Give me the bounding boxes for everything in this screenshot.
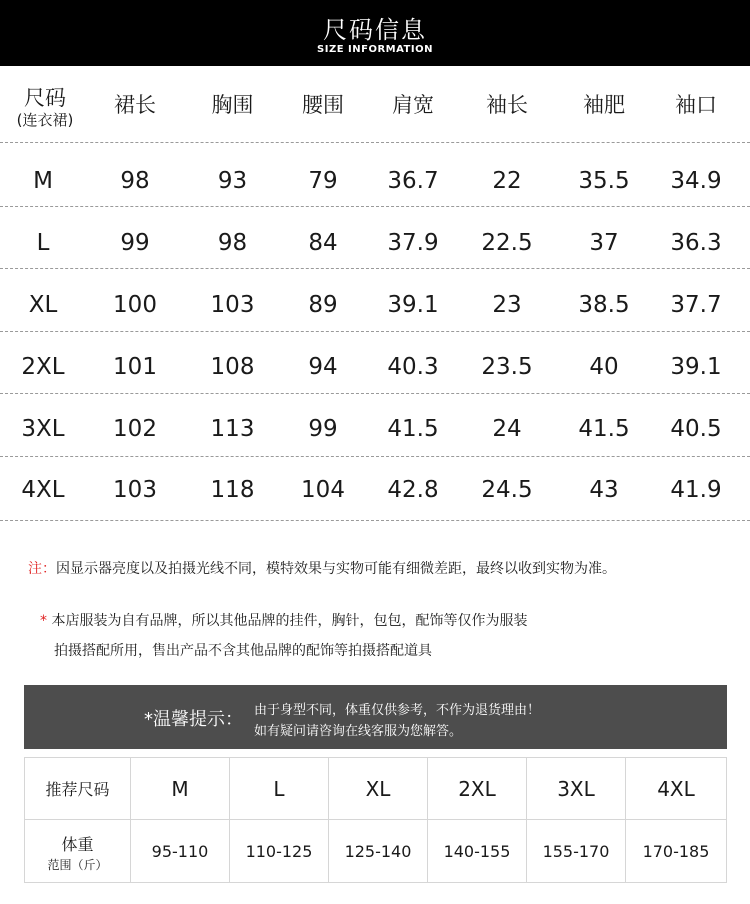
row-divider — [0, 142, 750, 143]
table-cell: 24.5 — [481, 477, 533, 503]
table-row — [0, 274, 750, 336]
recommend-size-cell: M — [130, 757, 230, 820]
table-cell: 103 — [113, 477, 157, 503]
table-cell: 34.9 — [670, 168, 722, 194]
table-cell: 89 — [308, 292, 338, 318]
page-subtitle: SIZE INFORMATION — [317, 44, 433, 55]
table-cell: 79 — [308, 168, 338, 194]
table-cell: 98 — [217, 230, 248, 256]
table-cell: 4XL — [21, 477, 65, 503]
display-note — [28, 558, 616, 578]
row-divider — [0, 456, 750, 457]
table-cell: 118 — [210, 477, 255, 503]
table-cell: 40 — [589, 354, 619, 380]
tip-line1: 由于身型不同，体重仅供参考，不作为退货理由！ — [254, 703, 541, 718]
weight-range-cell: 170-185 — [625, 819, 727, 883]
table-cell: 41.5 — [387, 416, 439, 442]
table-cell: 98 — [120, 168, 150, 194]
table-cell: 108 — [210, 354, 255, 380]
table-row — [0, 336, 750, 398]
table-cell: M — [33, 168, 53, 194]
table-cell: 101 — [113, 354, 157, 380]
recommend-table — [24, 757, 727, 883]
table-cell: 41.9 — [670, 477, 722, 503]
table-row — [0, 398, 750, 460]
column-header-shoulder: 肩宽 — [392, 93, 434, 117]
table-cell: 22.5 — [481, 230, 533, 256]
table-cell: 84 — [308, 230, 338, 256]
column-header-waist: 腰围 — [302, 93, 344, 117]
table-cell: 3XL — [21, 416, 65, 442]
table-cell: 99 — [308, 416, 338, 442]
table-cell: 40.3 — [387, 354, 439, 380]
table-cell: 39.1 — [670, 354, 722, 380]
table-cell: 36.3 — [670, 230, 722, 256]
table-cell: 23 — [492, 292, 522, 318]
table-cell: 38.5 — [578, 292, 630, 318]
table-row — [0, 150, 750, 212]
weight-range-cell: 125-140 — [328, 819, 428, 883]
table-cell: 2XL — [21, 354, 65, 380]
row-divider — [0, 393, 750, 394]
weight-unit-label: 范围（斤） — [47, 858, 108, 872]
weight-label: 体重 — [61, 835, 94, 854]
table-cell: 94 — [308, 354, 338, 380]
column-header-size — [0, 86, 90, 130]
header-banner — [0, 0, 750, 66]
table-cell: 41.5 — [578, 416, 630, 442]
table-row — [0, 212, 750, 274]
row-divider — [0, 268, 750, 269]
column-header-size-label: 尺码 — [24, 86, 66, 110]
table-cell: 23.5 — [481, 354, 533, 380]
tip-label: *温馨提示： — [144, 709, 243, 730]
table-cell: 104 — [301, 477, 345, 503]
row-divider — [0, 520, 750, 521]
note-prefix: 注： — [28, 561, 56, 577]
table-cell: 113 — [210, 416, 255, 442]
brand-note-line1: 本店服装为自有品牌，所以其他品牌的挂件，胸针，包包，配饰等仅作为服装 — [47, 613, 528, 629]
column-header-cuff: 袖口 — [675, 93, 717, 117]
column-header-sleeve-length: 袖长 — [486, 93, 528, 117]
table-cell: 35.5 — [578, 168, 630, 194]
weight-range-cell: 155-170 — [526, 819, 626, 883]
page-title: 尺码信息 — [323, 16, 427, 44]
column-header-sleeve-width: 袖肥 — [583, 93, 625, 117]
tip-line2: 如有疑问请咨询在线客服为您解答。 — [254, 724, 463, 739]
tip-banner — [24, 685, 727, 749]
weight-range-cell: 110-125 — [229, 819, 329, 883]
column-header-bust: 胸围 — [211, 93, 254, 117]
table-cell: 93 — [217, 168, 248, 194]
table-cell: 22 — [492, 168, 522, 194]
table-cell: 37.7 — [670, 292, 722, 318]
brand-note — [40, 606, 527, 666]
table-cell: 99 — [120, 230, 150, 256]
table-cell: 39.1 — [387, 292, 439, 318]
table-cell: 36.7 — [387, 168, 439, 194]
weight-range-label — [24, 819, 131, 883]
table-cell: 42.8 — [387, 477, 439, 503]
row-divider — [0, 206, 750, 207]
recommend-size-cell: 4XL — [625, 757, 727, 820]
table-cell: XL — [28, 292, 58, 318]
recommend-size-label: 推荐尺码 — [24, 757, 131, 820]
weight-range-cell: 95-110 — [130, 819, 230, 883]
recommend-size-cell: XL — [328, 757, 428, 820]
recommend-size-cell: 3XL — [526, 757, 626, 820]
table-cell: 102 — [113, 416, 157, 442]
column-header-size-note: (连衣裙) — [16, 111, 74, 129]
table-cell: 37.9 — [387, 230, 439, 256]
table-cell: L — [36, 230, 50, 256]
table-cell: 40.5 — [670, 416, 722, 442]
note-asterisk: * — [40, 613, 47, 629]
table-cell: 43 — [589, 477, 619, 503]
table-cell: 24 — [492, 416, 522, 442]
table-cell: 37 — [589, 230, 619, 256]
weight-range-cell: 140-155 — [427, 819, 527, 883]
column-header-skirt-length: 裙长 — [114, 93, 156, 117]
table-cell: 100 — [113, 292, 157, 318]
note-text: 因显示器亮度以及拍摄光线不同，模特效果与实物可能有细微差距，最终以收到实物为准。 — [56, 561, 616, 577]
table-row — [0, 459, 750, 521]
size-table-header — [0, 74, 750, 136]
recommend-size-cell: 2XL — [427, 757, 527, 820]
table-cell: 103 — [210, 292, 255, 318]
recommend-size-cell: L — [229, 757, 329, 820]
brand-note-line2: 拍摄搭配所用，售出产品不含其他品牌的配饰等拍摄搭配道具 — [54, 643, 432, 659]
row-divider — [0, 331, 750, 332]
